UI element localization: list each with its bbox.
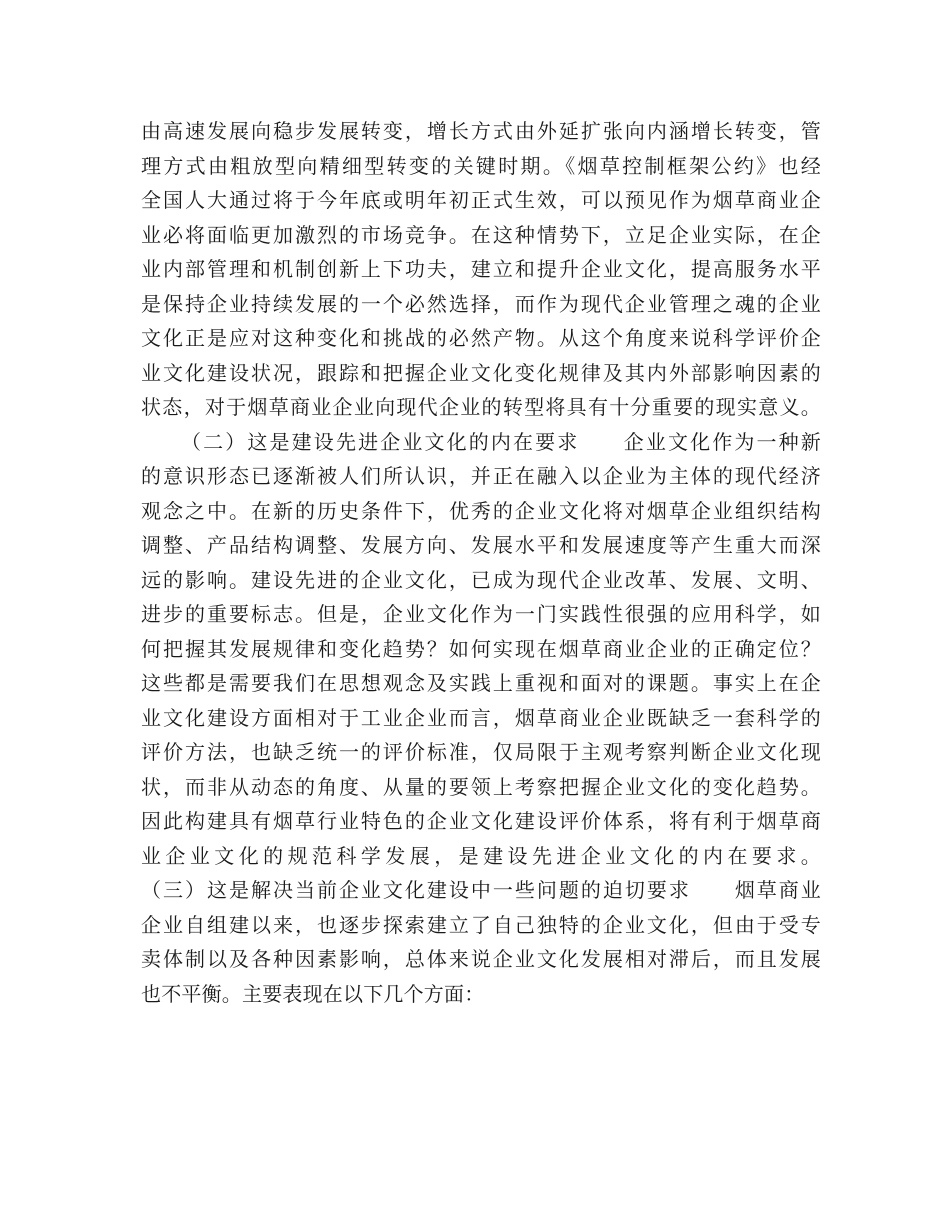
text-line: 评价方法，也缺乏统一的评价标准，仅局限于主观考察判断企业文化现	[141, 740, 821, 764]
text-line: 状态，对于烟草商业企业向现代企业的转型将具有十分重要的现实意义。	[141, 395, 821, 419]
text-line: 远的影响。建设先进的企业文化，已成为现代企业改革、发展、文明、	[141, 567, 821, 592]
text-line: 卖体制以及各种因素影响，总体来说企业文化发展相对滞后，而且发展	[141, 947, 821, 971]
text-line: 这些都是需要我们在思想观念及实践上重视和面对的课题。事实上在企	[141, 671, 821, 695]
text-line: （三）这是解决当前企业文化建设中一些问题的迫切要求 烟草商业	[141, 878, 821, 902]
text-line: 的意识形态已逐渐被人们所认识，并正在融入以企业为主体的现代经济	[141, 464, 821, 488]
text-line: 业内部管理和机制创新上下功夫，建立和提升企业文化，提高服务水平	[141, 257, 821, 281]
text-line: 业文化建设方面相对于工业企业而言，烟草商业企业既缺乏一套科学的	[141, 705, 821, 730]
text-line: 状，而非从动态的角度、从量的要领上考察把握企业文化的变化趋势。	[141, 774, 821, 799]
text-line: 企业自组建以来，也逐步探索建立了自己独特的企业文化，但由于受专	[141, 912, 821, 937]
text-line: （二）这是建设先进企业文化的内在要求 企业文化作为一种新	[181, 429, 821, 454]
text-line: 业必将面临更加激烈的市场竞争。在这种情势下，立足企业实际，在企	[141, 222, 821, 247]
body-text	[141, 114, 821, 1011]
text-line: 也不平衡。主要表现在以下几个方面：	[141, 981, 485, 1006]
text-line: 调整、产品结构调整、发展方向、发展水平和发展速度等产生重大而深	[141, 533, 821, 557]
text-line: 进步的重要标志。但是，企业文化作为一门实践性很强的应用科学，如	[141, 602, 821, 626]
text-line: 业企业文化的规范科学发展，是建设先进企业文化的内在要求。	[141, 843, 821, 868]
text-line: 观念之中。在新的历史条件下，优秀的企业文化将对烟草企业组织结构	[141, 498, 821, 523]
text-line: 文化正是应对这种变化和挑战的必然产物。从这个角度来说科学评价企	[141, 326, 821, 350]
text-line: 何把握其发展规律和变化趋势？如何实现在烟草商业企业的正确定位？	[141, 636, 821, 661]
text-line: 因此构建具有烟草行业特色的企业文化建设评价体系，将有利于烟草商	[141, 809, 821, 833]
text-line: 理方式由粗放型向精细型转变的关键时期。《烟草控制框架公约》也经	[141, 153, 821, 178]
text-line: 业文化建设状况，跟踪和把握企业文化变化规律及其内外部影响因素的	[141, 360, 821, 385]
text-line: 是保持企业持续发展的一个必然选择，而作为现代企业管理之魂的企业	[141, 291, 821, 316]
text-line: 全国人大通过将于今年底或明年初正式生效，可以预见作为烟草商业企	[141, 188, 821, 212]
text-line: 由高速发展向稳步发展转变，增长方式由外延扩张向内涵增长转变，管	[141, 119, 821, 143]
